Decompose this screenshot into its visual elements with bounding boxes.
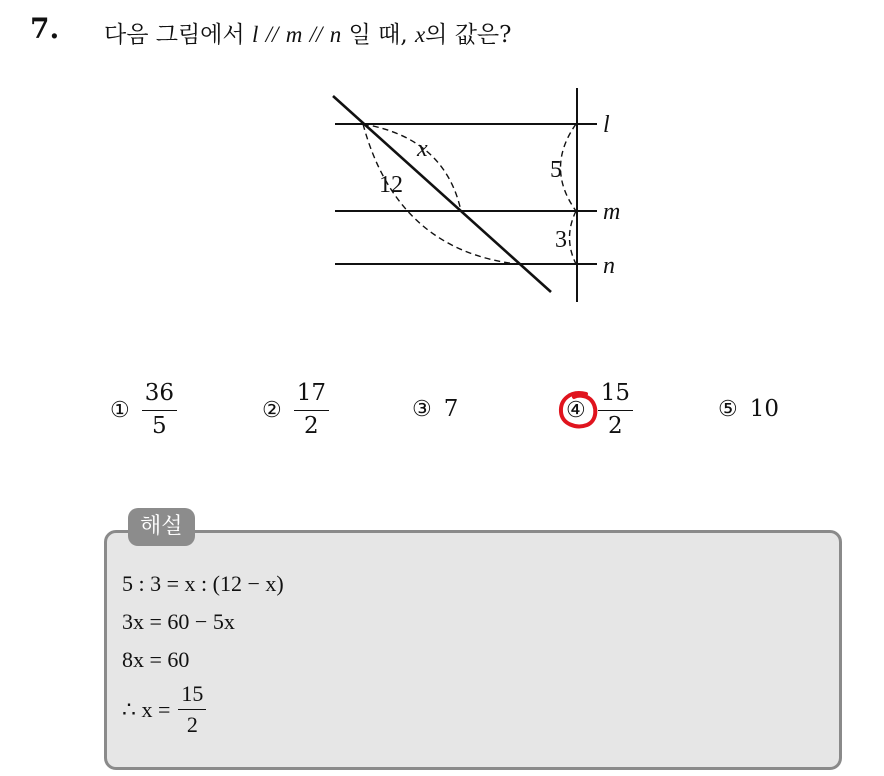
choice-3-marker: ③ <box>412 396 432 422</box>
label-n: n <box>603 253 615 279</box>
parallel-lines-figure <box>325 80 645 310</box>
choice-4-denominator: 2 <box>608 412 623 439</box>
arc-5 <box>561 124 577 211</box>
choice-2-marker: ② <box>262 397 282 423</box>
choice-4-fraction <box>598 380 633 440</box>
solution-final-denominator: 2 <box>186 712 198 738</box>
label-l: l <box>603 112 610 138</box>
choice-3-value: 7 <box>443 396 459 422</box>
choice-1-fraction <box>142 380 177 440</box>
var-m: m <box>285 22 303 47</box>
arc-3 <box>570 211 577 264</box>
solution-line-1: 5 : 3 = x : (12 − x) <box>122 571 284 596</box>
choice-4[interactable] <box>566 380 633 440</box>
choice-1-numerator: 36 <box>142 380 177 411</box>
var-n: n <box>329 22 342 47</box>
choice-1-marker: ① <box>110 397 130 423</box>
question-text-middle: 일 때, <box>348 22 408 48</box>
choice-2-denominator: 2 <box>304 412 319 439</box>
solution-final-fraction <box>178 681 206 739</box>
choice-3[interactable] <box>412 396 458 422</box>
solution-final-numerator: 15 <box>178 681 206 710</box>
solution-line-3: 8x = 60 <box>122 647 190 672</box>
label-12: 12 <box>379 172 403 198</box>
choice-4-marker-glyph: ④ <box>566 397 586 423</box>
answer-choices <box>0 380 884 444</box>
choice-2[interactable] <box>262 380 329 440</box>
solution-line-2: 3x = 60 − 5x <box>122 609 235 634</box>
choice-1-denominator: 5 <box>152 412 167 439</box>
choice-4-marker <box>566 398 586 423</box>
question-text-prefix: 다음 그림에서 <box>104 22 245 48</box>
choice-2-numerator: 17 <box>294 380 329 411</box>
label-m: m <box>603 199 621 225</box>
var-l: l <box>251 22 259 47</box>
parallel-symbol-2: // <box>309 22 323 47</box>
solution-lines <box>122 565 284 739</box>
solution-tag: 해설 <box>128 508 195 546</box>
choice-1[interactable] <box>110 380 177 440</box>
choice-2-fraction <box>294 380 329 440</box>
solution-final <box>122 681 284 739</box>
choice-5-marker: ⑤ <box>718 396 738 422</box>
choice-5-value: 10 <box>749 396 780 422</box>
choice-4-numerator: 15 <box>598 380 633 411</box>
parallel-symbol-1: // <box>265 22 279 47</box>
diagonal-transversal <box>333 96 551 292</box>
label-3: 3 <box>555 227 567 253</box>
question-text-suffix: 의 값은? <box>425 22 512 48</box>
choice-5[interactable] <box>718 396 779 422</box>
var-x: x <box>414 22 426 47</box>
label-5: 5 <box>550 157 562 183</box>
question-number: 7. <box>30 12 60 45</box>
solution-final-prefix: ∴ x = <box>122 696 171 722</box>
question-text <box>104 16 511 49</box>
label-x: x <box>417 136 428 162</box>
